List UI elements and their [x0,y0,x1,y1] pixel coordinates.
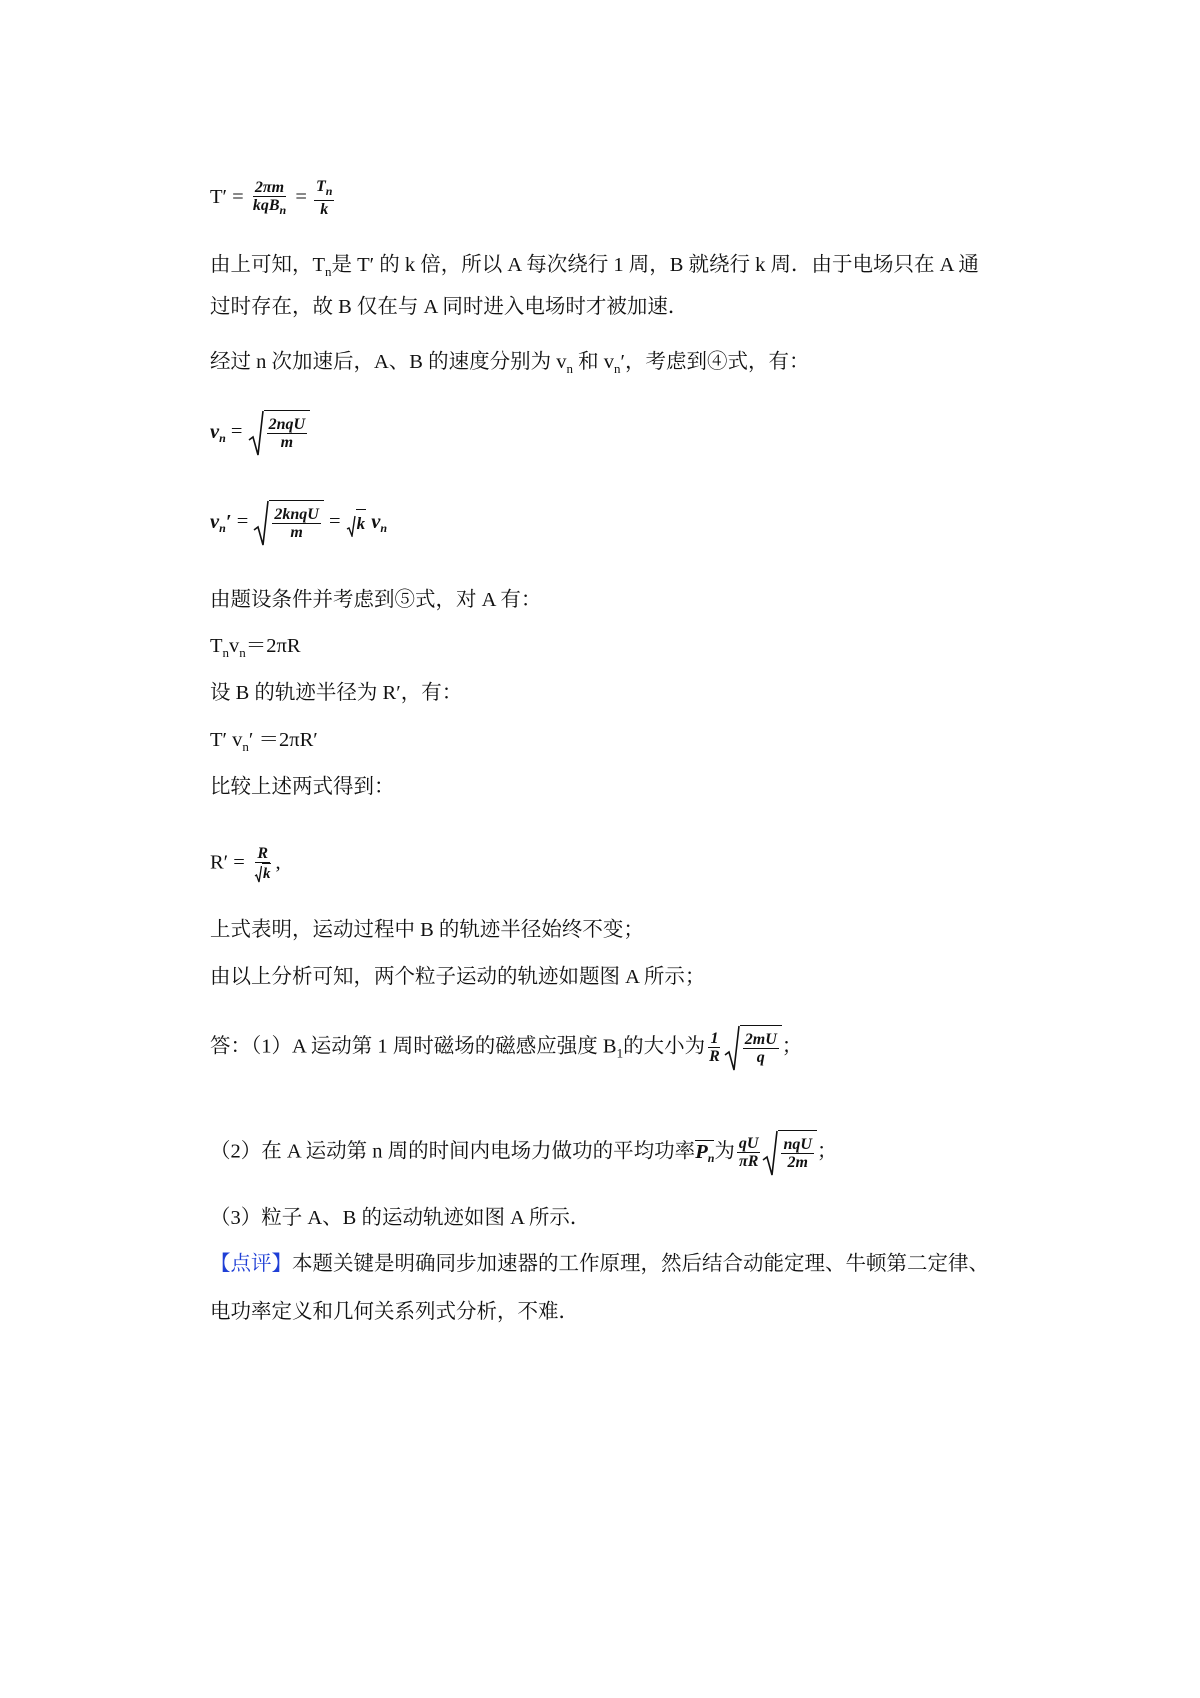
subscript: n [325,264,332,279]
radical-sign-icon [762,1130,778,1176]
denominator: k [320,201,329,218]
subscript: n [219,520,226,535]
formula-lhs: T′ [210,186,228,209]
radical-sign-icon [724,1025,740,1071]
denominator-text: kqB [252,196,280,214]
text: 本题关键是明确同步加速器的工作原理，然后结合动能定理、牛顿第二定律、 [292,1253,989,1275]
paragraph: 由题设条件并考虑到⑤式，对 A 有： [210,589,542,611]
text: ′ ＝2πR′ [248,729,318,751]
radicand: k [262,863,272,883]
fraction [743,1031,779,1067]
numerator: qU [738,1135,759,1152]
fraction [251,179,288,219]
paragraph-continued: 过时存在，故 B 仅在与 A 同时进入电场时才被加速． [210,296,689,318]
radicand: k [356,509,367,537]
radical-sign-icon [254,865,262,883]
punctuation: ； [781,1035,803,1058]
square-root [762,1130,816,1176]
numerator: 2knqU [274,505,319,523]
radicand [264,410,310,456]
numerator [314,178,334,201]
denominator: q [756,1048,765,1066]
radical-sign-icon [253,500,269,546]
fraction [781,1136,813,1172]
radical-sign-icon [346,515,356,537]
paragraph [210,349,809,382]
fraction [314,178,334,219]
comment-continued: 电功率定义和几何关系列式分析，不难． [210,1301,579,1323]
square-root [248,410,310,456]
equation [210,727,318,760]
denominator: R [709,1048,720,1065]
formula-t-prime [210,178,336,219]
equals-sign: = [233,851,245,874]
square-root [346,509,367,537]
denominator [252,863,274,883]
numerator: 1 [710,1030,719,1047]
comment-tag: 【点评】 [210,1253,292,1275]
numerator: R [257,845,269,862]
subscript: n [707,1150,715,1165]
text: v [229,635,240,657]
subscript: n [242,739,249,754]
formula-vn-prime [210,500,387,546]
answer-1 [210,1025,802,1071]
punctuation: , [275,851,281,874]
symbol-text: P [695,1140,708,1163]
subscript: n [380,520,388,535]
subscript: 1 [616,1045,624,1061]
punctuation: ； [816,1140,838,1163]
numerator: 2πm [254,178,285,196]
prime-mark: ′ [225,510,232,533]
paragraph: 比较上述两式得到： [210,776,395,798]
text: 答：（1）A 运动第 1 周时磁场的磁感应强度 B [210,1035,617,1058]
fraction [272,506,320,542]
text: 和 v [578,351,614,373]
fraction [267,416,307,452]
formula-lhs: R′ [210,851,229,874]
radicand [269,500,323,546]
numerator-text: T [316,178,326,195]
lhs-text: v [210,420,220,443]
equals-sign: = [236,510,249,533]
average-power-symbol [695,1140,714,1163]
comment [210,1251,989,1277]
text: ′，考虑到④式，有： [620,351,810,373]
answer-3: （3）粒子 A、B 的运动轨迹如图 A 所示． [210,1207,591,1229]
text: 的大小为 [623,1035,706,1058]
denominator: πR [738,1153,759,1170]
subscript: n [325,184,333,198]
subscript: n [566,361,573,376]
formula-vn [210,410,310,456]
square-root [254,863,272,883]
paragraph: 上式表明，运动过程中 B 的轨迹半径始终不变； [210,919,644,941]
formula-lhs [210,511,232,533]
numerator: 2nqU [268,415,306,433]
answer-2 [210,1130,837,1176]
formula-lhs [210,421,226,443]
square-root [724,1025,782,1071]
radicand [740,1025,782,1071]
radicand [778,1130,816,1176]
numerator: nqU [783,1135,812,1153]
text: 为 [714,1140,735,1163]
radical-sign-icon [248,410,264,456]
subscript: n [219,430,226,445]
text: T′ v [210,729,243,751]
subscript: n [613,361,621,376]
text: 由上可知，T [210,254,326,276]
denominator: m [280,433,294,451]
denominator: 2m [787,1153,808,1171]
paragraph [210,252,979,285]
formula-tail [371,511,387,533]
tail-text: v [371,510,381,533]
text: 是 T′ 的 k 倍，所以 A 每次绕行 1 周，B 就绕行 k 周．由于电场只在 A 通 [331,254,979,276]
subscript: n [239,645,246,660]
equals-sign: = [230,420,243,443]
formula-r-prime [210,845,281,883]
text: T [210,635,223,657]
lhs-text: v [210,510,220,533]
equation [210,633,301,666]
paragraph: 由以上分析可知，两个粒子运动的轨迹如题图 A 所示； [210,966,706,988]
square-root [253,500,323,546]
text: 经过 n 次加速后，A、B 的速度分别为 v [210,351,567,373]
fraction [252,845,274,883]
denominator: m [290,523,303,541]
denominator [251,197,288,219]
fraction [707,1030,722,1066]
equals-sign: = [295,186,307,209]
fraction [737,1135,761,1171]
equals-sign: = [232,186,244,209]
equals-sign: = [328,510,341,533]
subscript: n [222,645,230,660]
text: （2）在 A 运动第 n 周的时间内电场力做功的平均功率 [210,1140,696,1163]
numerator: 2mU [744,1030,777,1048]
subscript: n [279,202,287,217]
paragraph: 设 B 的轨迹半径为 R′，有： [210,682,463,704]
text: ＝2πR [245,635,301,657]
